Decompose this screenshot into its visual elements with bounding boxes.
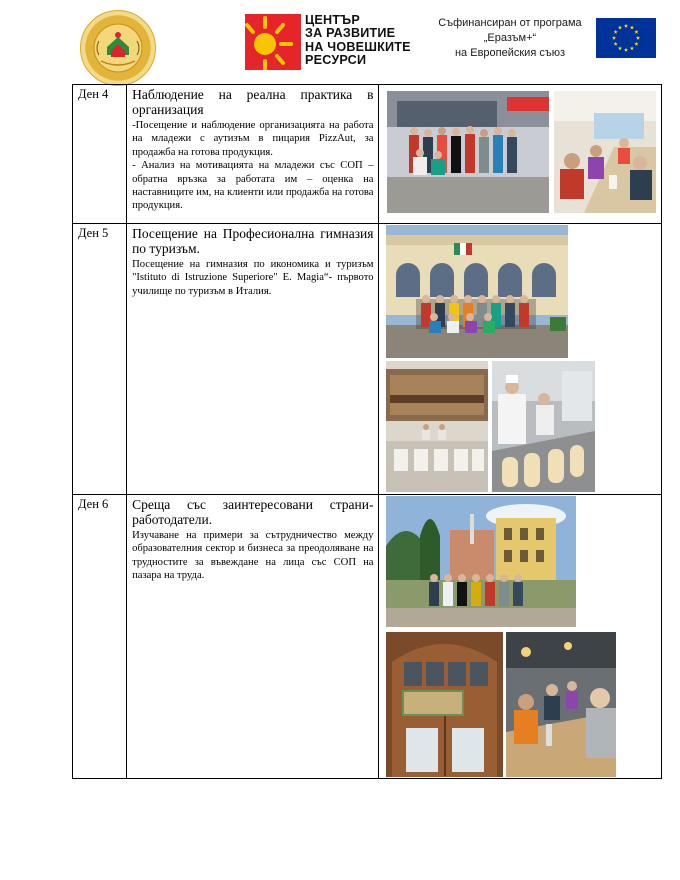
sun-logo-icon — [245, 14, 301, 70]
table-row-day-6 — [73, 495, 662, 779]
hrd-center-logo — [245, 13, 411, 70]
day-label: Ден 5 — [78, 226, 109, 240]
eu-text-line: на Европейския съюз — [454, 47, 566, 59]
activity-title: Посещение на Професионална гимназия по туризъм. — [132, 226, 374, 256]
page-header — [0, 0, 680, 82]
table-row-day-5 — [73, 224, 662, 495]
photo-cell — [378, 495, 662, 779]
hrd-title-line: ЦЕНТЪР — [305, 13, 360, 27]
hrd-title-line: РЕСУРСИ — [305, 52, 367, 67]
activity-description: Изучаване на примери за сътрудничество между образователния сектор и бизнеса за преодоляване на трудностите за въвеждане на лица със СОП на пазара на труда. — [132, 530, 374, 582]
activity-title: Среща със заинтересовани страни-работодатели. — [132, 497, 374, 527]
group-dining-inside-pizzeria — [554, 91, 656, 213]
activity-title: Наблюдение на реална практика в организация — [132, 87, 374, 117]
table-row-day-4 — [73, 85, 662, 224]
eu-cofunding-text — [430, 16, 590, 61]
activity-description: Посещение на гимназия по икономика и туризъм "Istituto di Istruzione Superiore" E. Magia“- първото училище по туризъм в Италия. — [132, 259, 374, 297]
erasmus-cofunding-notice — [430, 16, 660, 62]
group-at-cafe-table — [506, 632, 616, 777]
group-photo-in-front-of-school — [386, 225, 568, 358]
eu-text-line: „Еразъм+“ — [483, 32, 537, 44]
photo-cell — [378, 224, 662, 495]
eu-flag-icon — [596, 18, 656, 58]
activity-description: -Посещение и наблюдение организацията на работа на младежи с аутизъм в пицария PizzAut, за продажба на готова продукция. - Анализ на мотивацията на младежи със СОП – обратна връзка за работата им – оценка на наставниците им, на клиенти или продажба на готова продукция. — [132, 120, 374, 212]
photo-cell — [378, 85, 662, 224]
program-table — [72, 84, 662, 779]
day-label: Ден 4 — [78, 87, 109, 101]
chefs-preparing-dough — [492, 361, 595, 492]
organization-seal-logo — [80, 10, 156, 86]
classroom-with-fresco — [386, 361, 488, 492]
hrd-title-line: ЗА РАЗВИТИЕ — [305, 26, 396, 41]
day-label: Ден 6 — [78, 497, 109, 511]
eu-text-line: Съфинансиран от програма — [438, 17, 582, 29]
hrd-title-line: НА ЧОВЕШКИТЕ — [305, 39, 411, 54]
group-photo-in-square — [386, 496, 576, 627]
hrd-center-title — [305, 14, 445, 67]
wooden-door-with-painting — [386, 632, 503, 777]
group-photo-outside-pizzeria — [387, 91, 549, 213]
